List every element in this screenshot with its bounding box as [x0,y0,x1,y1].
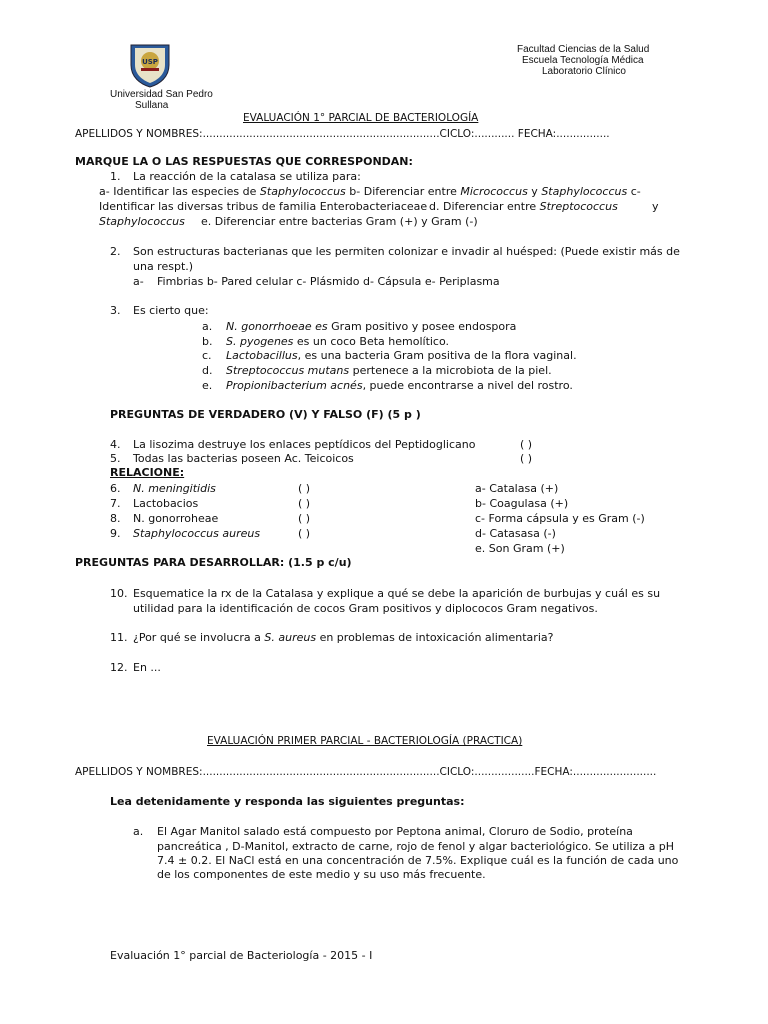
q10-line2: utilidad para la identificación de cocos Gram positivos y diplococos Gram negativos. [133,602,598,615]
q1-options-line3a: Staphylococcus [99,215,185,228]
exam2-name-line: APELLIDOS Y NOMBRES:.......................................................................CICLO:..................FECHA:......................... [75,766,657,778]
q12-text: En ... [133,661,161,674]
relate-blank[interactable]: ( ) [298,512,311,525]
q4-text: La lisozima destruye los enlaces peptídicos del Peptidoglicano [133,438,476,451]
q3-item-text: Lactobacillus, es una bacteria Gram positiva de la flora vaginal. [226,349,577,362]
q10-number: 10. [110,587,128,600]
q3-item-label: c. [202,349,212,362]
exam2-instructions: Lea detenidamente y responda las siguientes preguntas: [110,795,465,808]
q1-options-line2c: y [652,200,659,213]
relate-blank[interactable]: ( ) [298,497,311,510]
q5-number: 5. [110,452,121,465]
q3-number: 3. [110,304,121,317]
q3-item-label: e. [202,379,213,392]
exam1-instructions: MARQUE LA O LAS RESPUESTAS QUE CORRESPONDAN: [75,155,413,168]
q2-option-label: a- [133,275,144,288]
q3-item-label: a. [202,320,213,333]
lab-name: Laboratorio Clínico [542,66,626,77]
qa-line1: El Agar Manitol salado está compuesto por Peptona animal, Cloruro de Sodio, proteína [157,825,633,838]
qa-line2: pancreática , D-Manitol, extracto de carne, rojo de fenol y algar bacteriológico. Se utiliza a pH [157,840,675,853]
relate-number: 8. [110,512,121,525]
q1-number: 1. [110,170,121,183]
relate-number: 7. [110,497,121,510]
dev-section-title: PREGUNTAS PARA DESARROLLAR: (1.5 p c/u) [75,556,352,569]
relate-answer: b- Coagulasa (+) [475,497,569,510]
q1-text: La reacción de la catalasa se utiliza para: [133,170,361,183]
q10-line1: Esquematice la rx de la Catalasa y explique a qué se debe la aparición de burbujas y cuál es su [133,587,661,600]
q5-answer-blank[interactable]: ( ) [520,452,533,465]
relate-number: 6. [110,482,121,495]
q2-number: 2. [110,245,121,258]
relate-blank[interactable]: ( ) [298,482,311,495]
relate-term: N. gonorroheae [133,512,219,525]
seal-letters: USP [142,58,158,66]
q3-text: Es cierto que: [133,304,209,317]
q5-text: Todas las bacterias poseen Ac. Teicoicos [133,452,354,465]
q11-number: 11. [110,631,128,644]
university-name: Universidad San Pedro [110,89,213,100]
relate-term: N. meningitidis [133,482,216,495]
relate-answer-extra: e. Son Gram (+) [475,542,565,555]
relate-answer: a- Catalasa (+) [475,482,559,495]
relate-term: Lactobacios [133,497,199,510]
q1-options-line1: a- Identificar las especies de Staphylococcus b- Diferenciar entre Micrococcus y Staphylococcus c- [99,185,641,198]
q1-options-line2b: d. Diferenciar entre Streptococcus [429,200,618,213]
relate-answer: c- Forma cápsula y es Gram (-) [475,512,645,525]
university-city: Sullana [135,100,169,111]
qa-label: a. [133,825,144,838]
relate-section-title: RELACIONE: [110,466,185,479]
q3-item-text: S. pyogenes es un coco Beta hemolítico. [226,335,450,348]
qa-line4: de los componentes de este medio y su uso más frecuente. [157,868,486,881]
exam2-title: EVALUACIÓN PRIMER PARCIAL - BACTERIOLOGÍA (PRACTICA) [207,735,523,747]
q2-line2: una respt.) [133,260,194,273]
q1-options-line2a: Identificar las diversas tribus de familia Enterobacteriaceae [99,200,428,213]
q3-item-text: Propionibacterium acnés, puede encontrarse a nivel del rostro. [226,379,573,392]
relate-blank[interactable]: ( ) [298,527,311,540]
q2-line1: Son estructuras bacterianas que les permiten colonizar e invadir al huésped: (Puede existir más de [133,245,680,258]
q3-item-label: d. [202,364,213,377]
q3-item-text: Streptococcus mutans pertenece a la microbiota de la piel. [226,364,552,377]
page-footer: Evaluación 1° parcial de Bacteriología - 2015 - I [110,949,373,962]
exam1-title: EVALUACIÓN 1° PARCIAL DE BACTERIOLOGÍA [243,112,479,124]
q3-item-text: N. gonorrhoeae es Gram positivo y posee endospora [226,320,517,333]
tf-section-title: PREGUNTAS DE VERDADERO (V) Y FALSO (F) (5 p ) [110,408,421,421]
qa-line3: 7.4 ± 0.2. El NaCl está en una concentración de 7.5%. Explique cuál es la función de cada uno [157,854,679,867]
relate-number: 9. [110,527,121,540]
relate-answer: d- Catasasa (-) [475,527,556,540]
q11-text: ¿Por qué se involucra a S. aureus en problemas de intoxicación alimentaria? [133,631,554,644]
q3-item-label: b. [202,335,213,348]
exam1-name-line: APELLIDOS Y NOMBRES:.......................................................................CICLO:............ FECHA:................ [75,128,610,140]
q4-number: 4. [110,438,121,451]
q1-options-line3b: e. Diferenciar entre bacterias Gram (+) y Gram (-) [201,215,478,228]
faculty-name: Facultad Ciencias de la Salud [517,44,650,55]
school-name: Escuela Tecnología Médica [522,55,644,66]
q2-options: Fimbrias b- Pared celular c- Plásmido d- Cápsula e- Periplasma [157,275,500,288]
q12-number: 12. [110,661,128,674]
relate-term: Staphylococcus aureus [133,527,261,540]
university-seal-logo [123,41,177,89]
q4-answer-blank[interactable]: ( ) [520,438,533,451]
